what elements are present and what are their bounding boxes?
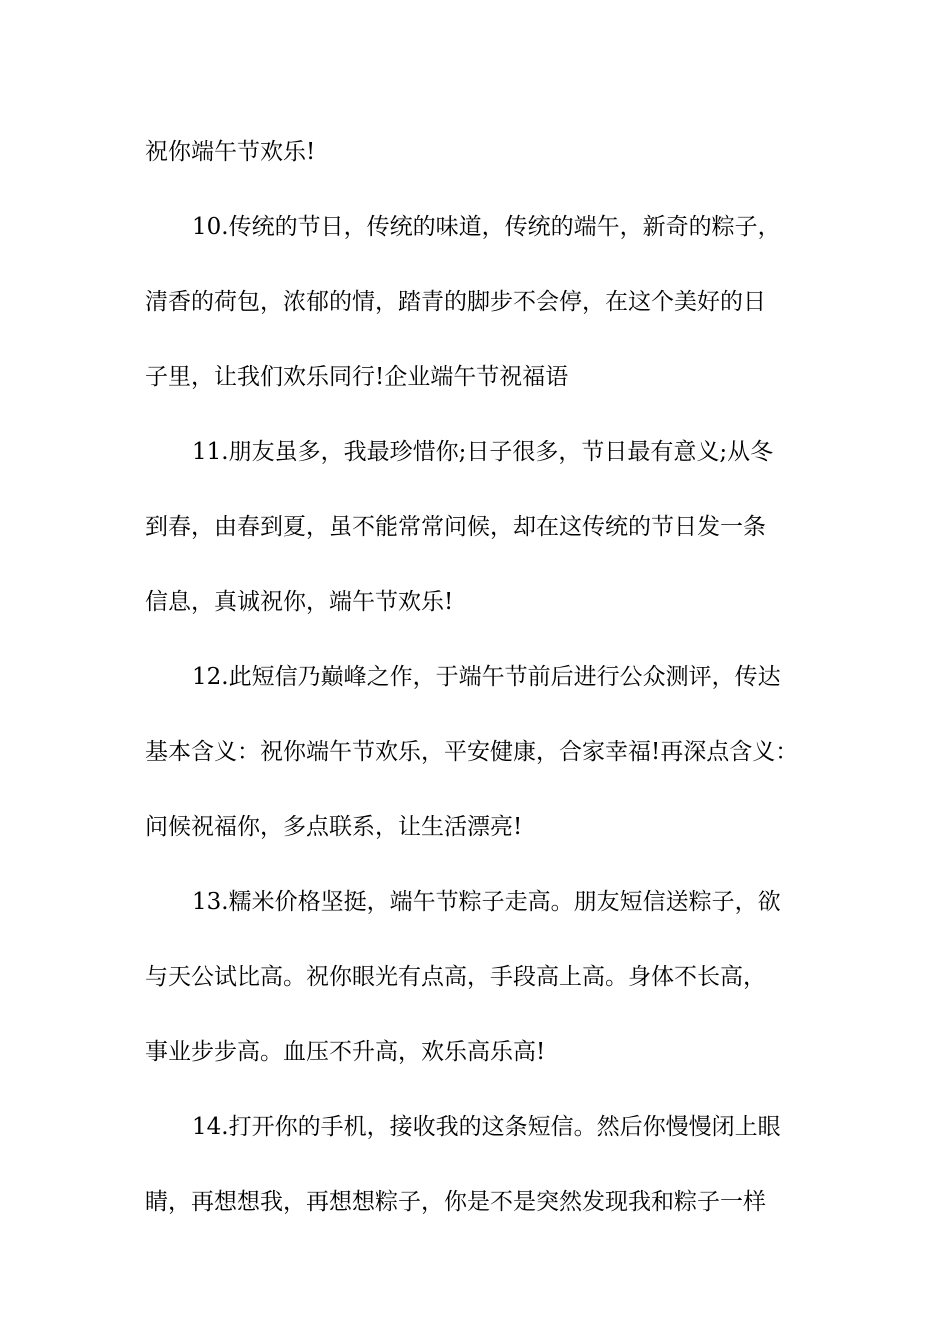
paragraph-14-line-1: 14.打开你的手机，接收我的这条短信。然后你慢慢闭上眼 <box>192 1114 781 1140</box>
paragraph-13-line-2: 与天公试比高。祝你眼光有点高，手段高上高。身体不长高， <box>145 964 766 990</box>
paragraph-10-line-2: 清香的荷包，浓郁的情，踏青的脚步不会停，在这个美好的日 <box>145 289 766 315</box>
paragraph-14-line-2: 睛，再想想我，再想想粽子，你是不是突然发现我和粽子一样 <box>145 1189 766 1215</box>
paragraph-11-line-3: 信息，真诚祝你，端午节欢乐! <box>145 589 454 615</box>
text-line: 祝你端午节欢乐! <box>145 139 316 165</box>
paragraph-13-line-1: 13.糯米价格坚挺，端午节粽子走高。朋友短信送粽子，欲 <box>192 889 781 915</box>
paragraph-11-line-1: 11.朋友虽多，我最珍惜你;日子很多，节日最有意义;从冬 <box>192 439 774 465</box>
paragraph-12-line-1: 12.此短信乃巅峰之作，于端午节前后进行公众测评，传达 <box>192 664 781 690</box>
paragraph-11-line-2: 到春，由春到夏，虽不能常常问候，却在这传统的节日发一条 <box>145 514 766 540</box>
paragraph-10-line-1: 10.传统的节日，传统的味道，传统的端午，新奇的粽子， <box>192 214 781 240</box>
paragraph-12-line-2: 基本含义：祝你端午节欢乐，平安健康，合家幸福!再深点含义： <box>145 739 799 765</box>
paragraph-10-line-3: 子里，让我们欢乐同行!企业端午节祝福语 <box>145 364 569 390</box>
paragraph-13-line-3: 事业步步高。血压不升高，欢乐高乐高! <box>145 1039 546 1065</box>
paragraph-12-line-3: 问候祝福你，多点联系，让生活漂亮! <box>145 814 523 840</box>
